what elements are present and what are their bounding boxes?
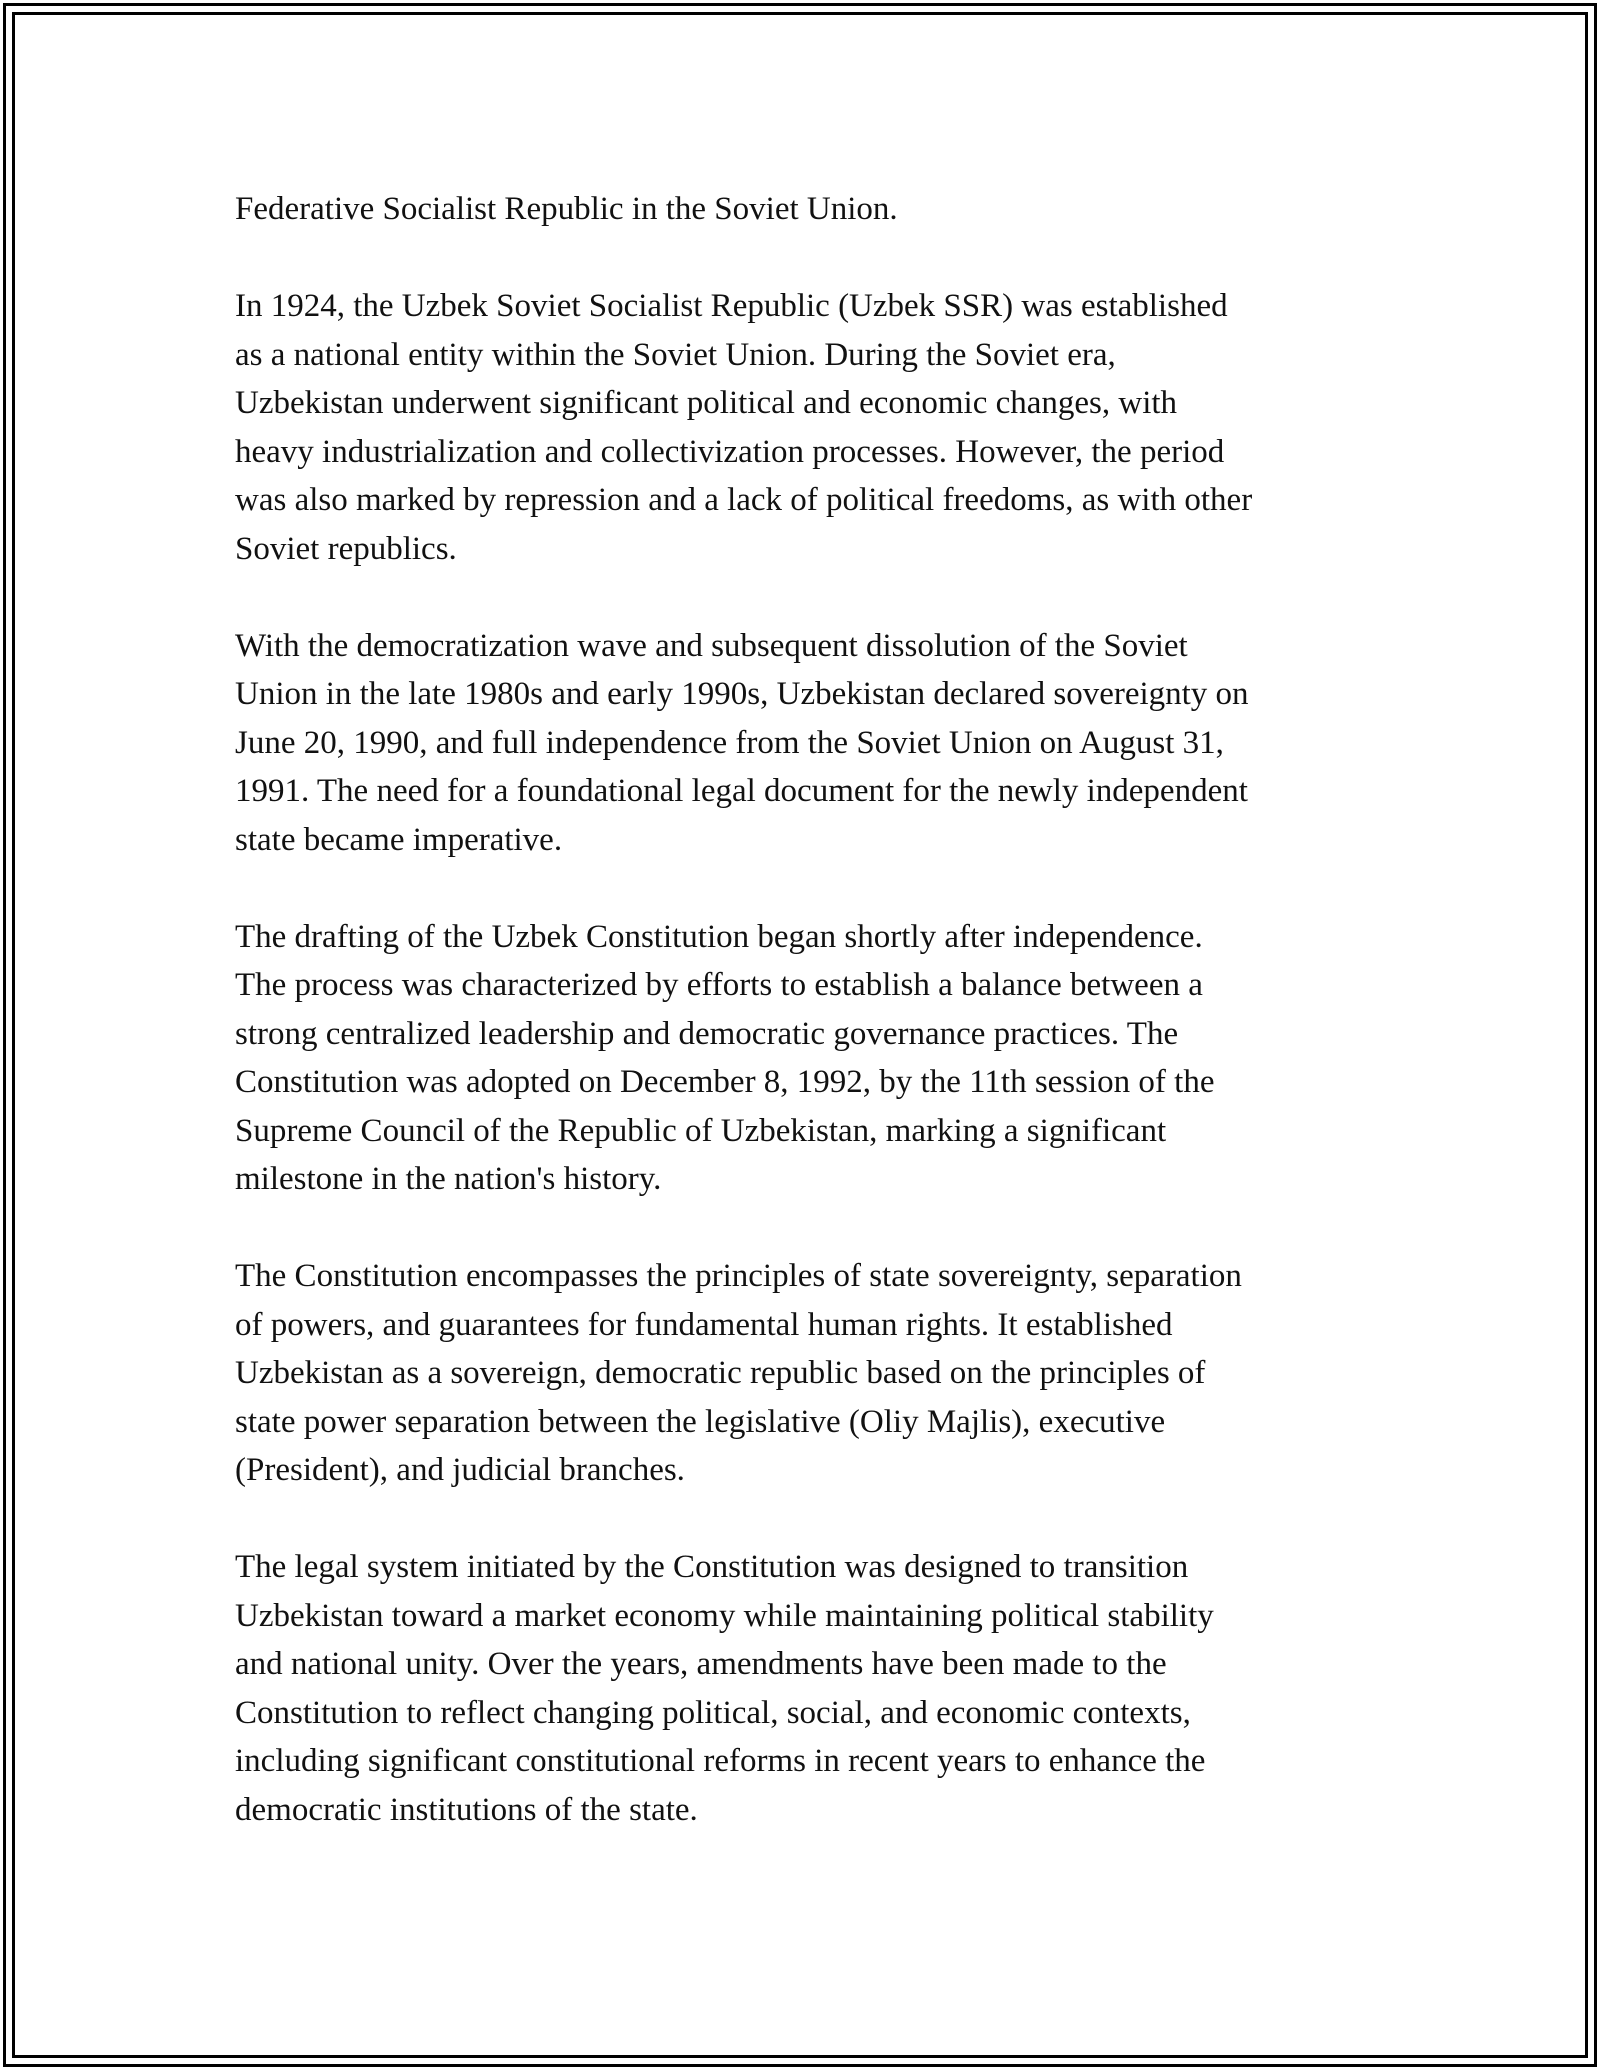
text-line: The process was characterized by efforts to establish a balance between a (235, 967, 1203, 1003)
paragraph (235, 622, 1375, 865)
text-line: was also marked by repression and a lack of political freedoms, as with other (235, 482, 1253, 518)
text-line: The legal system initiated by the Constitution was designed to transition (235, 1549, 1189, 1585)
text-line: (President), and judicial branches. (235, 1452, 685, 1488)
text-line: Federative Socialist Republic in the Soviet Union. (235, 191, 898, 227)
paragraph (235, 1543, 1375, 1834)
text-line: strong centralized leadership and democratic governance practices. The (235, 1015, 1179, 1052)
paragraph (235, 913, 1375, 1204)
text-line: Union in the late 1980s and early 1990s, Uzbekistan declared sovereignty on (235, 676, 1249, 712)
text-line: Uzbekistan as a sovereign, democratic republic based on the principles of (235, 1355, 1206, 1391)
text-line: June 20, 1990, and full independence from the Soviet Union on August 31, (235, 724, 1224, 761)
paragraph (235, 1252, 1375, 1495)
text-line: With the democratization wave and subsequent dissolution of the Soviet (235, 627, 1188, 664)
text-line: state became imperative. (235, 821, 563, 858)
paragraph (235, 282, 1375, 573)
text-line: state power separation between the legislative (Oliy Majlis), executive (235, 1403, 1166, 1440)
text-line: heavy industrialization and collectivization processes. However, the period (235, 433, 1225, 470)
text-line: Uzbekistan underwent significant political and economic changes, with (235, 385, 1178, 421)
text-line: and national unity. Over the years, amendments have been made to the (235, 1646, 1167, 1682)
text-line: In 1924, the Uzbek Soviet Socialist Republic (Uzbek SSR) was established (235, 288, 1228, 324)
text-line: of powers, and guarantees for fundamental human rights. It established (235, 1306, 1173, 1343)
text-line: including significant constitutional reforms in recent years to enhance the (235, 1743, 1206, 1779)
text-line: as a national entity within the Soviet Union. During the Soviet era, (235, 336, 1116, 373)
text-line: milestone in the nation's history. (235, 1161, 662, 1197)
text-line: Constitution was adopted on December 8, 1992, by the 11th session of the (235, 1064, 1215, 1100)
text-line: Soviet republics. (235, 530, 457, 567)
text-line: 1991. The need for a foundational legal document for the newly independent (235, 773, 1248, 809)
text-line: Constitution to reflect changing political, social, and economic contexts, (235, 1694, 1191, 1731)
text-line: The drafting of the Uzbek Constitution began shortly after independence. (235, 918, 1203, 955)
text-line: democratic institutions of the state. (235, 1791, 698, 1828)
text-line: Uzbekistan toward a market economy while maintaining political stability (235, 1597, 1214, 1634)
paragraph (235, 185, 1375, 234)
text-line: Supreme Council of the Republic of Uzbekistan, marking a significant (235, 1112, 1167, 1149)
text-line: The Constitution encompasses the principles of state sovereignty, separation (235, 1258, 1242, 1294)
document-body (235, 185, 1375, 1883)
